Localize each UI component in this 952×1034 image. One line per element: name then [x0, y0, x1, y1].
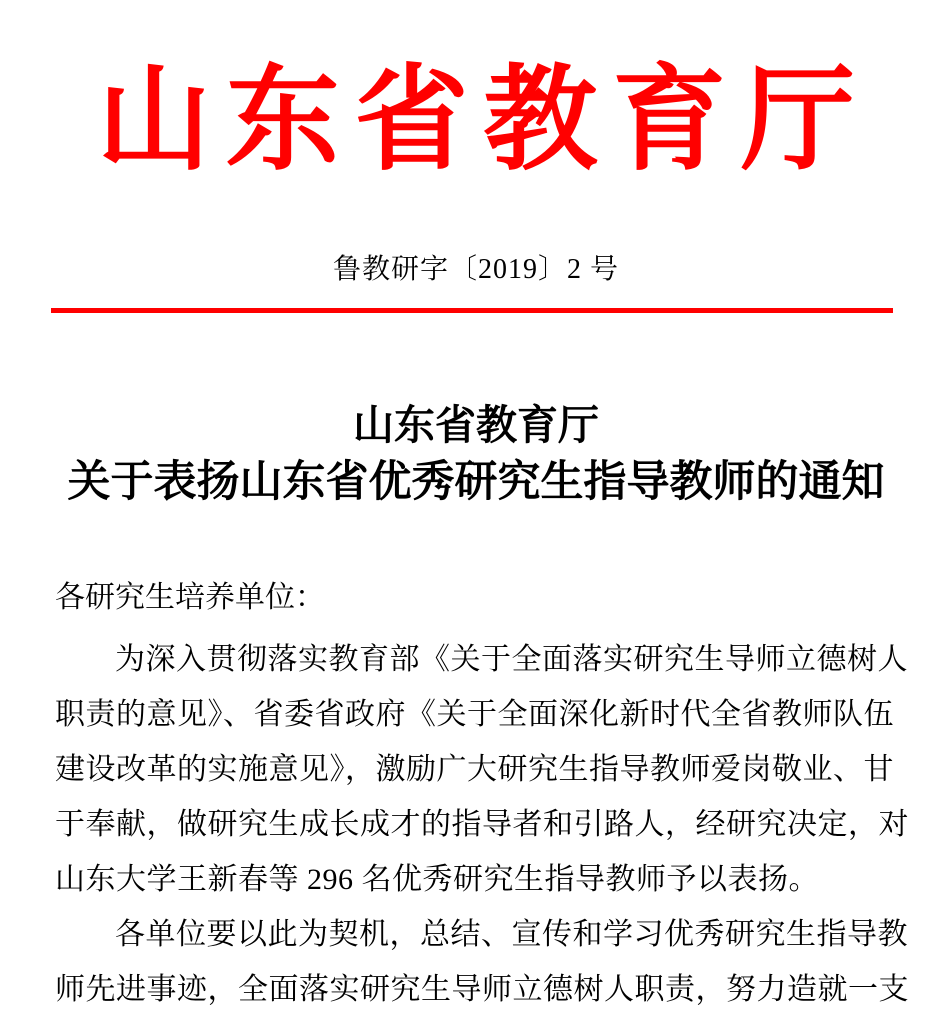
- body-paragraph2-line2: 师先进事迹，全面落实研究生导师立德树人职责，努力造就一支: [55, 973, 909, 1006]
- body-paragraph2-line1: 各单位要以此为契机，总结、宣传和学习优秀研究生指导教: [115, 918, 908, 951]
- notice-title: [0, 398, 952, 514]
- body-paragraph1-line1: 为深入贯彻落实教育部《关于全面落实研究生导师立德树人: [115, 643, 908, 676]
- letterhead-org-title: 山东省教育厅: [96, 57, 870, 184]
- body-paragraph1-line3: 建设改革的实施意见》，激励广大研究生指导教师爱岗敬业、甘: [55, 753, 894, 786]
- body-paragraph1-line5: 山东大学王新春等 296 名优秀研究生指导教师予以表扬。: [55, 863, 819, 896]
- body-paragraph1-line2: 职责的意见》、省委省政府《关于全面深化新时代全省教师队伍: [55, 698, 894, 731]
- document-reference-number: 鲁教研字〔2019〕2 号: [332, 254, 619, 285]
- body-text: [55, 632, 909, 1017]
- body-paragraph1-line4: 于奉献，做研究生成长成才的指导者和引路人，经研究决定，对: [55, 808, 909, 841]
- salutation-line: 各研究生培养单位：: [55, 581, 325, 614]
- notice-title-org-line: 山东省教育厅: [353, 402, 599, 448]
- red-separator-line: [51, 308, 893, 313]
- notice-title-subject-line: 关于表扬山东省优秀研究生指导教师的通知: [67, 459, 885, 506]
